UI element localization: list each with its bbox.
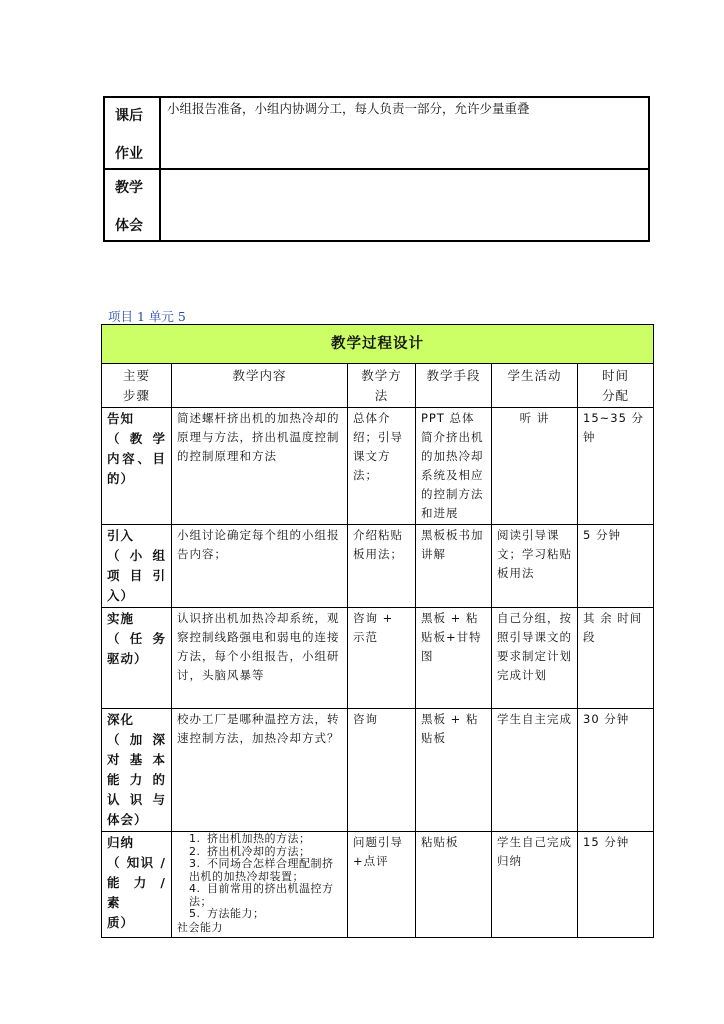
activity-cell: 学生自己完成归纳 (492, 832, 578, 938)
step-desc-line: 质） (107, 915, 135, 930)
homework-content: 小组报告准备，小组内协调分工，每人负责一部分，允许少量重叠 (160, 97, 649, 169)
step-desc-line: 项 目 引 (107, 568, 166, 583)
activity-cell: 自己分组，按照引导课文的要求制定计划完成计划 (492, 608, 578, 709)
header-content: 教学内容 (172, 364, 348, 408)
step-cell (102, 709, 172, 832)
time-cell: 其 余 时间段 (578, 608, 654, 709)
homework-reflection-table (103, 96, 650, 242)
header-step-line2: 步骤 (122, 388, 150, 403)
step-desc-line: （ 知识 / (107, 855, 166, 870)
means-cell: 粘贴板 (416, 832, 492, 938)
summary-list (177, 833, 342, 921)
step-desc-line: （ 教 学 (107, 431, 166, 446)
list-item-text: 方法能力； (207, 907, 265, 920)
list-item-number: 2. (189, 844, 201, 858)
method-cell: 问题引导 +点评 (348, 832, 416, 938)
summary-trailing-text: 社会能力 (177, 920, 223, 934)
time-cell: 15~35 分钟 (578, 408, 654, 525)
step-cell (102, 832, 172, 938)
step-desc-line: 入） (107, 588, 135, 603)
header-step-line1: 主要 (122, 368, 150, 383)
activity-cell: 学生自主完成 (492, 709, 578, 832)
step-cell (102, 408, 172, 525)
time-cell: 5 分钟 (578, 525, 654, 608)
list-item-text: 目前常用的挤出机温控方法； (189, 882, 334, 908)
step-desc-line: 体会） (107, 812, 148, 827)
process-title-row (102, 325, 654, 364)
time-cell: 15 分钟 (578, 832, 654, 938)
list-item (189, 908, 342, 921)
table-row (102, 832, 654, 938)
header-activity: 学生活动 (492, 364, 578, 408)
means-cell: 黑板 + 粘贴板 (416, 709, 492, 832)
homework-label (104, 97, 160, 169)
list-item (189, 858, 342, 883)
teaching-process-table (101, 324, 654, 938)
method-cell: 总体介绍；引导课文方法； (348, 408, 416, 525)
step-desc-line: （ 任 务 (107, 631, 166, 646)
process-title: 教学过程设计 (102, 325, 654, 364)
list-item-text: 挤出机加热的方法； (207, 832, 311, 845)
step-desc-line: 认 识 与 (107, 792, 166, 807)
list-item-number: 1. (189, 832, 201, 845)
step-desc-line: （ 加 深 (107, 732, 166, 747)
list-item-text: 不同场合怎样合理配制挤出机的加热冷却装置； (189, 857, 334, 883)
header-time (578, 364, 654, 408)
table-row (102, 709, 654, 832)
header-method-line2: 法 (374, 388, 389, 403)
reflection-label-line2: 体会 (115, 218, 143, 234)
content-cell (172, 832, 348, 938)
reflection-row (104, 169, 649, 241)
time-cell: 30 分钟 (578, 709, 654, 832)
list-item-text: 挤出机冷却的方法； (207, 844, 311, 858)
header-row (102, 364, 654, 408)
step-name: 归纳 (107, 835, 135, 850)
step-name: 引入 (107, 528, 135, 543)
step-desc-line: 内容、目 (107, 451, 166, 466)
table-row (102, 525, 654, 608)
step-desc-line: 驱动） (107, 651, 148, 666)
step-desc-line: 的） (107, 471, 135, 486)
reflection-label-line1: 教学 (115, 180, 143, 196)
header-time-line1: 时间 (602, 368, 630, 383)
method-cell: 咨询 + 示范 (348, 608, 416, 709)
step-cell (102, 525, 172, 608)
step-desc-line: 能 力 的 (107, 772, 166, 787)
list-item-number: 5. (189, 907, 201, 920)
homework-label-line2: 作业 (115, 146, 143, 162)
header-step (102, 364, 172, 408)
step-desc-line: 能 力 / 素 (107, 875, 166, 910)
means-cell: 黑板 + 粘贴板+甘特图 (416, 608, 492, 709)
step-cell (102, 608, 172, 709)
reflection-label (104, 169, 160, 241)
step-desc-line: 对 基 本 (107, 752, 166, 767)
section-caption: 项目 1 单元 5 (108, 309, 186, 324)
step-name: 深化 (107, 712, 135, 727)
table-row (102, 608, 654, 709)
content-cell: 认识挤出机加热冷却系统，观察控制线路强电和弱电的连接方法，每个小组报告，小组研讨，头脑风暴等 (172, 608, 348, 709)
header-time-line2: 分配 (602, 388, 630, 403)
list-item-number: 3. (189, 857, 201, 870)
header-method-line1: 教学方 (361, 368, 402, 383)
reflection-content (160, 169, 649, 241)
content-cell: 校办工厂是哪种温控方法，转速控制方法，加热冷却方式？ (172, 709, 348, 832)
list-item (189, 883, 342, 908)
list-item-number: 4. (189, 882, 201, 895)
method-cell: 咨询 (348, 709, 416, 832)
means-cell: PPT 总体简介挤出机的加热冷却系统及相应的控制方法和进展 (416, 408, 492, 525)
step-name: 告知 (107, 411, 135, 426)
activity-cell: 听 讲 (492, 408, 578, 525)
homework-label-line1: 课后 (115, 108, 143, 124)
homework-row (104, 97, 649, 169)
header-means: 教学手段 (416, 364, 492, 408)
header-method (348, 364, 416, 408)
content-cell: 简述螺杆挤出机的加热冷却的原理与方法，挤出机温度控制的控制原理和方法 (172, 408, 348, 525)
method-cell: 介绍粘贴板用法； (348, 525, 416, 608)
means-cell: 黑板板书加讲解 (416, 525, 492, 608)
step-desc-line: （ 小 组 (107, 548, 166, 563)
table-row (102, 408, 654, 525)
content-cell: 小组讨论确定每个组的小组报告内容； (172, 525, 348, 608)
activity-cell: 阅读引导课文；学习粘贴板用法 (492, 525, 578, 608)
step-name: 实施 (107, 611, 135, 626)
